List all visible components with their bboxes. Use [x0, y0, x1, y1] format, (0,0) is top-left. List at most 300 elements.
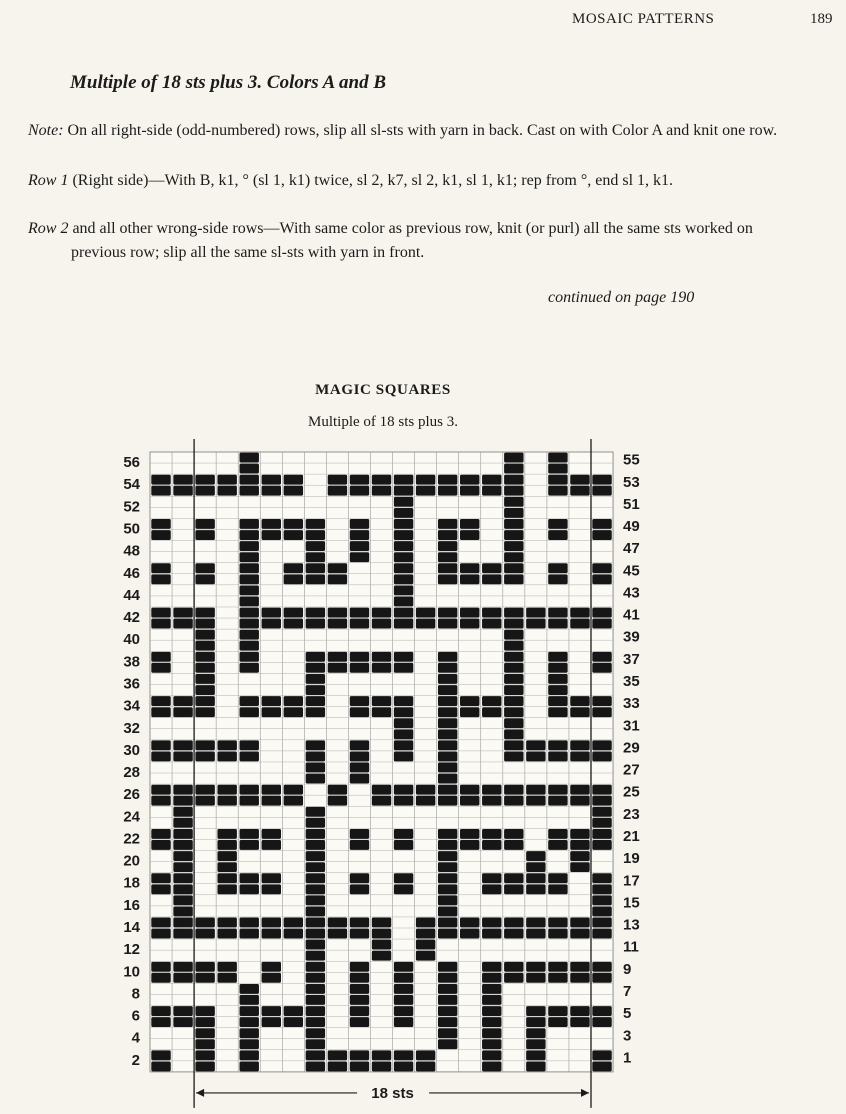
filled-cell-row-54-col-6: [262, 475, 281, 485]
filled-cell-row-10-col-2: [173, 962, 192, 972]
row-label-left-38: 38: [123, 653, 140, 671]
filled-cell-row-33-col-3: [195, 707, 214, 717]
filled-cell-row-50-col-19: [548, 519, 567, 529]
row-label-right-27: 27: [623, 761, 640, 779]
filled-cell-row-38-col-11: [372, 652, 391, 662]
filled-cell-row-46-col-21: [592, 563, 611, 573]
filled-cell-row-50-col-12: [394, 519, 413, 529]
filled-cell-row-17-col-17: [504, 884, 523, 894]
filled-cell-row-20-col-14: [438, 851, 457, 861]
filled-cell-row-46-col-19: [548, 563, 567, 573]
filled-cell-row-54-col-16: [482, 475, 501, 485]
filled-cell-row-38-col-17: [504, 652, 523, 662]
filled-cell-row-34-col-5: [240, 696, 259, 706]
filled-cell-row-37-col-11: [372, 663, 391, 673]
filled-cell-row-45-col-19: [548, 574, 567, 584]
filled-cell-row-18-col-14: [438, 873, 457, 883]
filled-cell-row-42-col-8: [306, 608, 325, 618]
filled-cell-row-49-col-5: [240, 530, 259, 540]
filled-cell-row-34-col-2: [173, 696, 192, 706]
filled-cell-row-4-col-8: [306, 1028, 325, 1038]
filled-cell-row-41-col-13: [416, 619, 435, 629]
filled-cell-row-29-col-19: [548, 751, 567, 761]
filled-cell-row-41-col-10: [350, 619, 369, 629]
filled-cell-row-13-col-1: [151, 929, 170, 939]
filled-cell-row-41-col-5: [240, 619, 259, 629]
filled-cell-row-14-col-1: [151, 918, 170, 928]
filled-cell-row-15-col-14: [438, 906, 457, 916]
filled-cell-row-48-col-12: [394, 541, 413, 551]
filled-cell-row-53-col-3: [195, 486, 214, 496]
filled-cell-row-49-col-7: [284, 530, 303, 540]
filled-cell-row-50-col-1: [151, 519, 170, 529]
filled-cell-row-41-col-12: [394, 619, 413, 629]
row-label-right-9: 9: [623, 960, 632, 978]
filled-cell-row-13-col-10: [350, 929, 369, 939]
row-label-right-33: 33: [623, 695, 640, 713]
filled-cell-row-6-col-6: [262, 1006, 281, 1016]
filled-cell-row-5-col-14: [438, 1017, 457, 1027]
filled-cell-row-30-col-3: [195, 740, 214, 750]
filled-cell-row-1-col-16: [482, 1061, 501, 1071]
filled-cell-row-53-col-10: [350, 486, 369, 496]
filled-cell-row-10-col-19: [548, 962, 567, 972]
row-label-left-30: 30: [123, 741, 140, 759]
filled-cell-row-40-col-5: [240, 630, 259, 640]
filled-cell-row-20-col-2: [173, 851, 192, 861]
filled-cell-row-1-col-9: [328, 1061, 347, 1071]
row2-text: and all other wrong-side rows—With same color as previous row, knit (or purl) all the same sts worked on previous row; slip all the same sl-sts with yarn in front.: [71, 220, 753, 261]
row-label-left-4: 4: [131, 1029, 140, 1047]
filled-cell-row-29-col-18: [526, 751, 545, 761]
row-label-right-5: 5: [623, 1005, 632, 1023]
filled-cell-row-21-col-6: [262, 840, 281, 850]
filled-cell-row-17-col-4: [217, 884, 236, 894]
filled-cell-row-27-col-14: [438, 774, 457, 784]
filled-cell-row-34-col-8: [306, 696, 325, 706]
filled-cell-row-8-col-5: [240, 984, 259, 994]
filled-cell-row-20-col-18: [526, 851, 545, 861]
filled-cell-row-42-col-1: [151, 608, 170, 618]
filled-cell-row-54-col-21: [592, 475, 611, 485]
row-label-left-18: 18: [123, 874, 140, 892]
row-label-right-29: 29: [623, 739, 640, 757]
filled-cell-row-2-col-11: [372, 1050, 391, 1060]
filled-cell-row-42-col-13: [416, 608, 435, 618]
filled-cell-row-17-col-18: [526, 884, 545, 894]
filled-cell-row-54-col-19: [548, 475, 567, 485]
filled-cell-row-50-col-10: [350, 519, 369, 529]
filled-cell-row-25-col-12: [394, 796, 413, 806]
filled-cell-row-10-col-3: [195, 962, 214, 972]
filled-cell-row-50-col-3: [195, 519, 214, 529]
row-label-right-23: 23: [623, 805, 640, 823]
filled-cell-row-33-col-5: [240, 707, 259, 717]
filled-cell-row-46-col-7: [284, 563, 303, 573]
filled-cell-row-1-col-11: [372, 1061, 391, 1071]
filled-cell-row-15-col-8: [306, 906, 325, 916]
filled-cell-row-4-col-16: [482, 1028, 501, 1038]
filled-cell-row-42-col-12: [394, 608, 413, 618]
filled-cell-row-5-col-10: [350, 1017, 369, 1027]
row1-text: (Right side)—With B, k1, ° (sl 1, k1) twice, sl 2, k7, sl 2, k1, sl 1, k1; rep from °, end sl 1, k1.: [72, 172, 674, 189]
filled-cell-row-10-col-20: [570, 962, 589, 972]
filled-cell-row-14-col-17: [504, 918, 523, 928]
filled-cell-row-36-col-17: [504, 674, 523, 684]
filled-cell-row-10-col-17: [504, 962, 523, 972]
filled-cell-row-36-col-3: [195, 674, 214, 684]
filled-cell-row-29-col-21: [592, 751, 611, 761]
width-arrowhead-left: [196, 1089, 204, 1097]
filled-cell-row-13-col-3: [195, 929, 214, 939]
filled-cell-row-30-col-8: [306, 740, 325, 750]
filled-cell-row-17-col-16: [482, 884, 501, 894]
filled-cell-row-50-col-14: [438, 519, 457, 529]
filled-cell-row-41-col-15: [460, 619, 479, 629]
row-label-right-55: 55: [623, 451, 640, 469]
filled-cell-row-10-col-10: [350, 962, 369, 972]
filled-cell-row-50-col-21: [592, 519, 611, 529]
filled-cell-row-45-col-7: [284, 574, 303, 584]
filled-cell-row-21-col-14: [438, 840, 457, 850]
filled-cell-row-13-col-21: [592, 929, 611, 939]
filled-cell-row-37-col-10: [350, 663, 369, 673]
row-label-left-48: 48: [123, 542, 140, 560]
filled-cell-row-5-col-20: [570, 1017, 589, 1027]
row-label-right-49: 49: [623, 518, 640, 536]
filled-cell-row-51-col-12: [394, 508, 413, 518]
filled-cell-row-45-col-5: [240, 574, 259, 584]
filled-cell-row-4-col-3: [195, 1028, 214, 1038]
filled-cell-row-22-col-14: [438, 829, 457, 839]
filled-cell-row-48-col-14: [438, 541, 457, 551]
filled-cell-row-1-col-21: [592, 1061, 611, 1071]
filled-cell-row-54-col-5: [240, 475, 259, 485]
filled-cell-row-46-col-1: [151, 563, 170, 573]
filled-cell-row-26-col-14: [438, 785, 457, 795]
filled-cell-row-37-col-19: [548, 663, 567, 673]
filled-cell-row-53-col-1: [151, 486, 170, 496]
row-label-left-24: 24: [123, 808, 140, 826]
filled-cell-row-7-col-12: [394, 995, 413, 1005]
filled-cell-row-30-col-4: [217, 740, 236, 750]
filled-cell-row-9-col-10: [350, 973, 369, 983]
filled-cell-row-14-col-2: [173, 918, 192, 928]
filled-cell-row-46-col-12: [394, 563, 413, 573]
row-label-right-37: 37: [623, 650, 640, 668]
filled-cell-row-48-col-8: [306, 541, 325, 551]
filled-cell-row-22-col-5: [240, 829, 259, 839]
filled-cell-row-7-col-8: [306, 995, 325, 1005]
row-label-right-51: 51: [623, 495, 640, 513]
filled-cell-row-53-col-6: [262, 486, 281, 496]
filled-cell-row-28-col-8: [306, 763, 325, 773]
filled-cell-row-33-col-21: [592, 707, 611, 717]
filled-cell-row-50-col-8: [306, 519, 325, 529]
row-label-left-6: 6: [131, 1007, 140, 1025]
filled-cell-row-34-col-6: [262, 696, 281, 706]
filled-cell-row-3-col-3: [195, 1039, 214, 1049]
filled-cell-row-5-col-3: [195, 1017, 214, 1027]
filled-cell-row-26-col-20: [570, 785, 589, 795]
row-label-left-26: 26: [123, 786, 140, 804]
filled-cell-row-14-col-10: [350, 918, 369, 928]
filled-cell-row-35-col-8: [306, 685, 325, 695]
filled-cell-row-14-col-11: [372, 918, 391, 928]
filled-cell-row-33-col-8: [306, 707, 325, 717]
filled-cell-row-14-col-9: [328, 918, 347, 928]
filled-cell-row-34-col-20: [570, 696, 589, 706]
filled-cell-row-42-col-5: [240, 608, 259, 618]
row-label-right-17: 17: [623, 872, 640, 890]
row-label-left-36: 36: [123, 675, 140, 693]
filled-cell-row-49-col-6: [262, 530, 281, 540]
filled-cell-row-46-col-15: [460, 563, 479, 573]
width-label: 18 sts: [371, 1084, 414, 1102]
filled-cell-row-35-col-17: [504, 685, 523, 695]
filled-cell-row-1-col-5: [240, 1061, 259, 1071]
filled-cell-row-26-col-13: [416, 785, 435, 795]
filled-cell-row-13-col-6: [262, 929, 281, 939]
filled-cell-row-19-col-8: [306, 862, 325, 872]
filled-cell-row-38-col-5: [240, 652, 259, 662]
filled-cell-row-29-col-20: [570, 751, 589, 761]
filled-cell-row-54-col-20: [570, 475, 589, 485]
filled-cell-row-32-col-12: [394, 718, 413, 728]
filled-cell-row-54-col-15: [460, 475, 479, 485]
filled-cell-row-21-col-5: [240, 840, 259, 850]
filled-cell-row-2-col-18: [526, 1050, 545, 1060]
row-label-right-11: 11: [623, 938, 639, 956]
filled-cell-row-41-col-20: [570, 619, 589, 629]
filled-cell-row-43-col-5: [240, 597, 259, 607]
filled-cell-row-41-col-7: [284, 619, 303, 629]
filled-cell-row-9-col-2: [173, 973, 192, 983]
filled-cell-row-6-col-3: [195, 1006, 214, 1016]
row-label-left-12: 12: [123, 941, 140, 959]
filled-cell-row-12-col-13: [416, 940, 435, 950]
row-label-right-53: 53: [623, 473, 640, 491]
filled-cell-row-15-col-2: [173, 906, 192, 916]
filled-cell-row-56-col-5: [240, 453, 259, 463]
filled-cell-row-9-col-20: [570, 973, 589, 983]
filled-cell-row-53-col-9: [328, 486, 347, 496]
row-label-right-41: 41: [623, 606, 640, 624]
filled-cell-row-22-col-8: [306, 829, 325, 839]
filled-cell-row-42-col-10: [350, 608, 369, 618]
filled-cell-row-20-col-4: [217, 851, 236, 861]
filled-cell-row-33-col-11: [372, 707, 391, 717]
row-label-left-28: 28: [123, 764, 140, 782]
row-label-left-2: 2: [131, 1051, 140, 1069]
filled-cell-row-35-col-3: [195, 685, 214, 695]
filled-cell-row-5-col-6: [262, 1017, 281, 1027]
filled-cell-row-29-col-12: [394, 751, 413, 761]
filled-cell-row-38-col-9: [328, 652, 347, 662]
filled-cell-row-19-col-18: [526, 862, 545, 872]
filled-cell-row-14-col-20: [570, 918, 589, 928]
filled-cell-row-34-col-17: [504, 696, 523, 706]
filled-cell-row-2-col-5: [240, 1050, 259, 1060]
filled-cell-row-41-col-11: [372, 619, 391, 629]
filled-cell-row-14-col-6: [262, 918, 281, 928]
filled-cell-row-33-col-7: [284, 707, 303, 717]
row-label-left-10: 10: [123, 963, 140, 981]
note-text: On all right-side (odd-numbered) rows, slip all sl-sts with yarn in back. Cast on with Color A and knit one row.: [67, 122, 778, 139]
filled-cell-row-19-col-4: [217, 862, 236, 872]
filled-cell-row-10-col-16: [482, 962, 501, 972]
filled-cell-row-2-col-10: [350, 1050, 369, 1060]
row2-label: Row 2: [28, 220, 69, 237]
filled-cell-row-22-col-10: [350, 829, 369, 839]
filled-cell-row-53-col-17: [504, 486, 523, 496]
filled-cell-row-37-col-14: [438, 663, 457, 673]
filled-cell-row-27-col-8: [306, 774, 325, 784]
filled-cell-row-4-col-18: [526, 1028, 545, 1038]
filled-cell-row-47-col-5: [240, 552, 259, 562]
filled-cell-row-21-col-10: [350, 840, 369, 850]
filled-cell-row-18-col-21: [592, 873, 611, 883]
filled-cell-row-13-col-5: [240, 929, 259, 939]
filled-cell-row-9-col-6: [262, 973, 281, 983]
filled-cell-row-54-col-4: [217, 475, 236, 485]
filled-cell-row-45-col-14: [438, 574, 457, 584]
filled-cell-row-21-col-4: [217, 840, 236, 850]
width-arrowhead-right: [581, 1089, 589, 1097]
row1-paragraph: [28, 169, 787, 193]
filled-cell-row-10-col-6: [262, 962, 281, 972]
filled-cell-row-45-col-15: [460, 574, 479, 584]
filled-cell-row-48-col-17: [504, 541, 523, 551]
filled-cell-row-2-col-1: [151, 1050, 170, 1060]
filled-cell-row-22-col-4: [217, 829, 236, 839]
filled-cell-row-37-col-9: [328, 663, 347, 673]
filled-cell-row-41-col-17: [504, 619, 523, 629]
filled-cell-row-5-col-5: [240, 1017, 259, 1027]
filled-cell-row-14-col-3: [195, 918, 214, 928]
filled-cell-row-23-col-8: [306, 818, 325, 828]
row-label-left-40: 40: [123, 631, 140, 649]
filled-cell-row-17-col-12: [394, 884, 413, 894]
filled-cell-row-25-col-18: [526, 796, 545, 806]
filled-cell-row-49-col-17: [504, 530, 523, 540]
filled-cell-row-25-col-4: [217, 796, 236, 806]
filled-cell-row-45-col-1: [151, 574, 170, 584]
filled-cell-row-22-col-15: [460, 829, 479, 839]
filled-cell-row-19-col-20: [570, 862, 589, 872]
filled-cell-row-33-col-6: [262, 707, 281, 717]
note-paragraph: [28, 119, 787, 143]
filled-cell-row-15-col-21: [592, 906, 611, 916]
filled-cell-row-26-col-15: [460, 785, 479, 795]
filled-cell-row-30-col-18: [526, 740, 545, 750]
filled-cell-row-20-col-20: [570, 851, 589, 861]
filled-cell-row-49-col-8: [306, 530, 325, 540]
filled-cell-row-33-col-10: [350, 707, 369, 717]
filled-cell-row-50-col-6: [262, 519, 281, 529]
filled-cell-row-3-col-18: [526, 1039, 545, 1049]
filled-cell-row-14-col-4: [217, 918, 236, 928]
filled-cell-row-13-col-18: [526, 929, 545, 939]
filled-cell-row-14-col-5: [240, 918, 259, 928]
filled-cell-row-6-col-16: [482, 1006, 501, 1016]
filled-cell-row-3-col-8: [306, 1039, 325, 1049]
filled-cell-row-42-col-20: [570, 608, 589, 618]
filled-cell-row-34-col-15: [460, 696, 479, 706]
filled-cell-row-23-col-2: [173, 818, 192, 828]
filled-cell-row-39-col-17: [504, 641, 523, 651]
filled-cell-row-17-col-21: [592, 884, 611, 894]
filled-cell-row-46-col-9: [328, 563, 347, 573]
filled-cell-row-22-col-12: [394, 829, 413, 839]
filled-cell-row-29-col-4: [217, 751, 236, 761]
filled-cell-row-37-col-1: [151, 663, 170, 673]
row2-paragraph: [28, 217, 787, 265]
filled-cell-row-33-col-15: [460, 707, 479, 717]
filled-cell-row-45-col-12: [394, 574, 413, 584]
row-label-right-25: 25: [623, 783, 640, 801]
filled-cell-row-42-col-9: [328, 608, 347, 618]
filled-cell-row-45-col-16: [482, 574, 501, 584]
filled-cell-row-33-col-17: [504, 707, 523, 717]
filled-cell-row-49-col-15: [460, 530, 479, 540]
filled-cell-row-42-col-18: [526, 608, 545, 618]
row-label-left-46: 46: [123, 564, 140, 582]
filled-cell-row-38-col-10: [350, 652, 369, 662]
filled-cell-row-35-col-19: [548, 685, 567, 695]
filled-cell-row-29-col-10: [350, 751, 369, 761]
filled-cell-row-17-col-10: [350, 884, 369, 894]
filled-cell-row-21-col-1: [151, 840, 170, 850]
filled-cell-row-42-col-3: [195, 608, 214, 618]
filled-cell-row-45-col-8: [306, 574, 325, 584]
filled-cell-row-26-col-2: [173, 785, 192, 795]
filled-cell-row-30-col-5: [240, 740, 259, 750]
filled-cell-row-24-col-8: [306, 807, 325, 817]
filled-cell-row-21-col-2: [173, 840, 192, 850]
filled-cell-row-49-col-12: [394, 530, 413, 540]
filled-cell-row-42-col-16: [482, 608, 501, 618]
filled-cell-row-25-col-13: [416, 796, 435, 806]
filled-cell-row-36-col-14: [438, 674, 457, 684]
filled-cell-row-16-col-2: [173, 895, 192, 905]
filled-cell-row-26-col-7: [284, 785, 303, 795]
filled-cell-row-21-col-21: [592, 840, 611, 850]
row1-label: Row 1: [28, 172, 69, 189]
filled-cell-row-18-col-2: [173, 873, 192, 883]
filled-cell-row-34-col-11: [372, 696, 391, 706]
filled-cell-row-13-col-13: [416, 929, 435, 939]
filled-cell-row-38-col-3: [195, 652, 214, 662]
filled-cell-row-9-col-14: [438, 973, 457, 983]
filled-cell-row-45-col-3: [195, 574, 214, 584]
filled-cell-row-8-col-10: [350, 984, 369, 994]
filled-cell-row-26-col-19: [548, 785, 567, 795]
filled-cell-row-5-col-19: [548, 1017, 567, 1027]
filled-cell-row-37-col-17: [504, 663, 523, 673]
filled-cell-row-9-col-16: [482, 973, 501, 983]
filled-cell-row-34-col-16: [482, 696, 501, 706]
filled-cell-row-25-col-15: [460, 796, 479, 806]
filled-cell-row-10-col-14: [438, 962, 457, 972]
filled-cell-row-46-col-17: [504, 563, 523, 573]
filled-cell-row-29-col-1: [151, 751, 170, 761]
filled-cell-row-39-col-3: [195, 641, 214, 651]
row-label-left-44: 44: [123, 586, 140, 604]
filled-cell-row-46-col-16: [482, 563, 501, 573]
filled-cell-row-9-col-21: [592, 973, 611, 983]
filled-cell-row-50-col-17: [504, 519, 523, 529]
